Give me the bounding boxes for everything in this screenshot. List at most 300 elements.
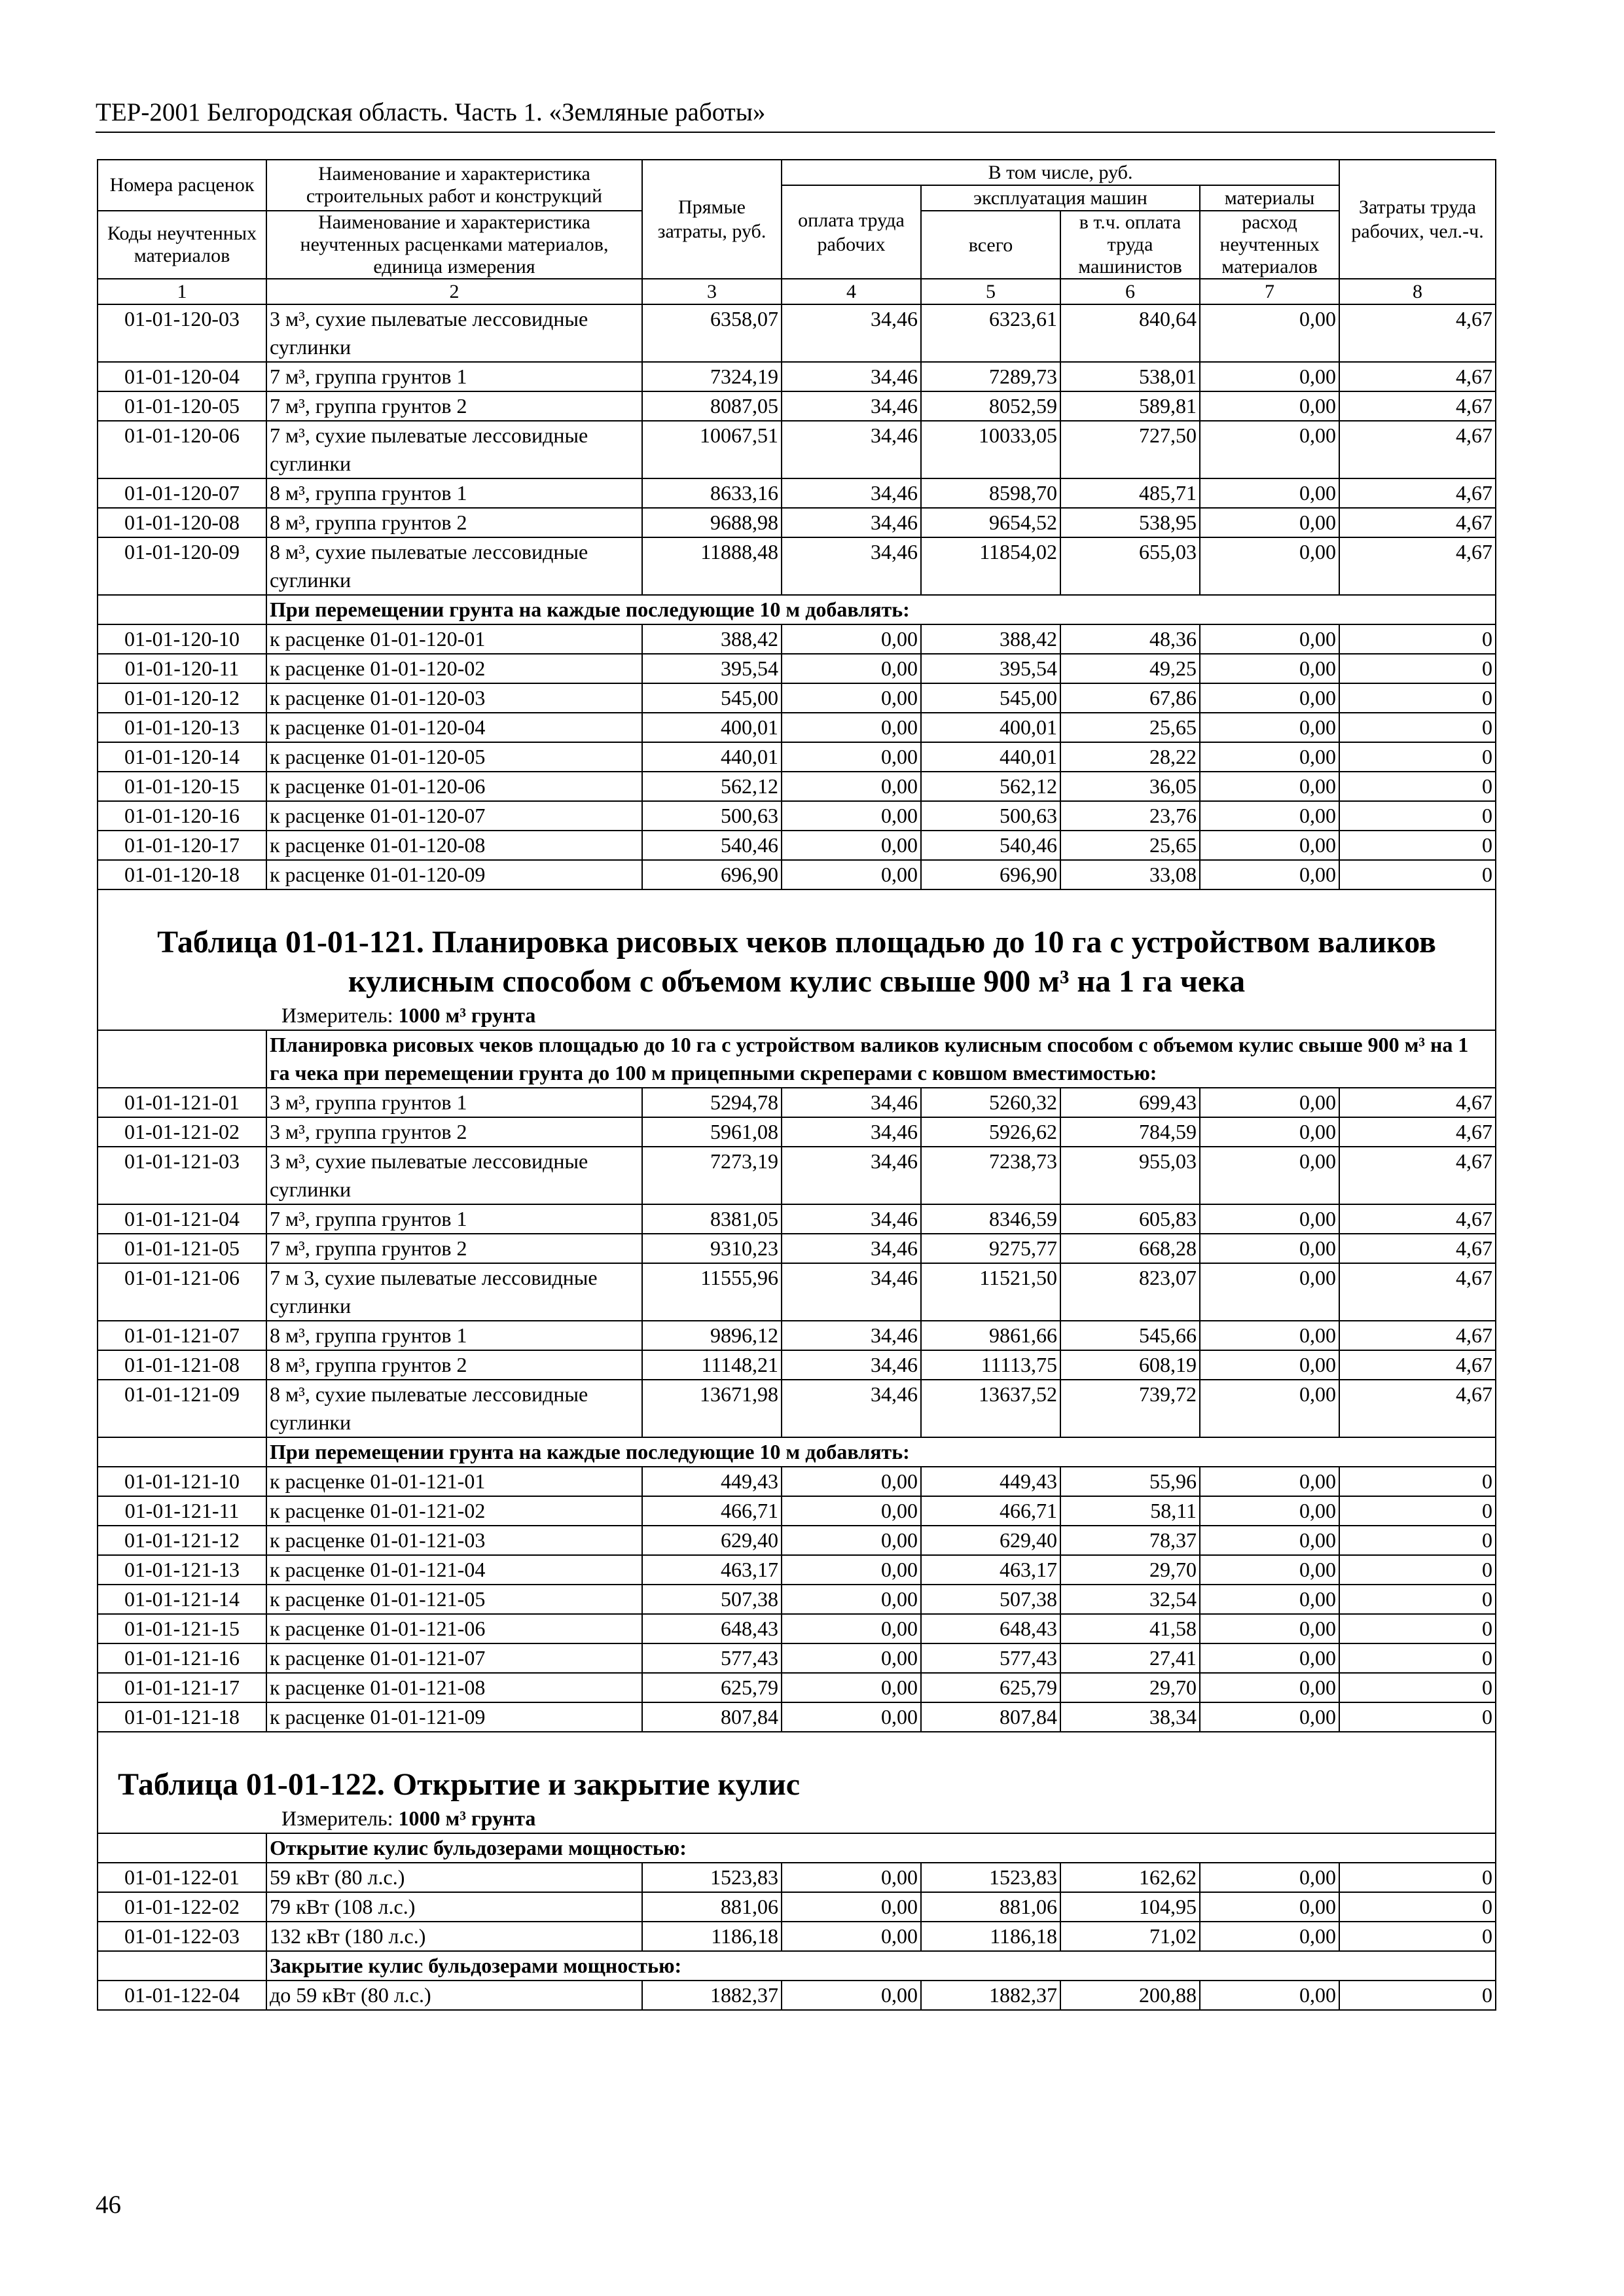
running-header: ТЕР-2001 Белгородская область. Часть 1. «Земляные работы»: [96, 98, 766, 126]
cell-worker-pay: 34,46: [782, 1234, 921, 1263]
cell-worker-pay: 34,46: [782, 1263, 921, 1321]
cell-operator-pay: 668,28: [1060, 1234, 1200, 1263]
table-row: [98, 304, 1496, 362]
cell-material-use: 0,00: [1200, 537, 1339, 595]
cell-worker-pay: 0,00: [782, 860, 921, 889]
measure-label: Измеритель:: [281, 1003, 393, 1027]
cell-worker-pay: 0,00: [782, 1643, 921, 1673]
cell-direct-costs: 8381,05: [642, 1204, 782, 1234]
cell-rate-name: к расценке 01-01-121-07: [266, 1643, 642, 1673]
cell-labor-hours: 4,67: [1339, 1350, 1496, 1380]
cell-operator-pay: 699,43: [1060, 1088, 1200, 1117]
cell-machines-total: 9861,66: [921, 1321, 1060, 1350]
col-header-material-names: Наименование и характеристика неучтенных расценками материалов, единица измерения: [266, 211, 642, 279]
col-header-work-name: Наименование и характеристика строительных работ и конструкций: [266, 160, 642, 211]
section-heading: Планировка рисовых чеков площадью до 10 га с устройством валиков кулисным способом с объемом кулис свыше 900 м³ на 1 га чека при перемещении грунта до 100 м прицепными скреперами с ковшом вместимостью:: [266, 1030, 1496, 1088]
cell-direct-costs: 449,43: [642, 1467, 782, 1496]
cell-rate-name: 7 м³, группа грунтов 2: [266, 391, 642, 421]
cell-rate-name: к расценке 01-01-121-01: [266, 1467, 642, 1496]
cell-labor-hours: 0: [1339, 1702, 1496, 1732]
cell-rate-name: к расценке 01-01-121-04: [266, 1555, 642, 1585]
cell-labor-hours: 0: [1339, 772, 1496, 801]
cell-direct-costs: 400,01: [642, 713, 782, 742]
cell-material-use: 0,00: [1200, 742, 1339, 772]
cell-operator-pay: 538,01: [1060, 362, 1200, 391]
header-rule: [96, 132, 1495, 133]
cell-worker-pay: 34,46: [782, 391, 921, 421]
cell-operator-pay: 41,58: [1060, 1614, 1200, 1643]
cell-worker-pay: 34,46: [782, 537, 921, 595]
cell-worker-pay: 34,46: [782, 1147, 921, 1204]
cell-labor-hours: 0: [1339, 860, 1496, 889]
cell-direct-costs: 9688,98: [642, 508, 782, 537]
section-code-cell: [98, 595, 266, 624]
col-header-direct-costs: Прямые затраты, руб.: [642, 160, 782, 279]
cell-rate-code: 01-01-121-16: [98, 1643, 266, 1673]
cell-rate-code: 01-01-120-17: [98, 831, 266, 860]
cell-material-use: 0,00: [1200, 713, 1339, 742]
table-row: [98, 1585, 1496, 1614]
cell-machines-total: 6323,61: [921, 304, 1060, 362]
cell-machines-total: 9654,52: [921, 508, 1060, 537]
cell-labor-hours: 4,67: [1339, 1263, 1496, 1321]
cell-direct-costs: 648,43: [642, 1614, 782, 1643]
cell-rate-code: 01-01-121-13: [98, 1555, 266, 1585]
cell-labor-hours: 0: [1339, 801, 1496, 831]
cell-worker-pay: 0,00: [782, 1673, 921, 1702]
cell-operator-pay: 49,25: [1060, 654, 1200, 683]
cell-material-use: 0,00: [1200, 654, 1339, 683]
cell-material-use: 0,00: [1200, 1380, 1339, 1437]
cell-rate-name: 7 м³, сухие пылеватые лессовидные суглинки: [266, 421, 642, 478]
cell-worker-pay: 0,00: [782, 1981, 921, 2010]
table-row: [98, 1321, 1496, 1350]
cell-rate-name: 8 м³, группа грунтов 1: [266, 478, 642, 508]
cell-direct-costs: 7273,19: [642, 1147, 782, 1204]
cell-material-use: 0,00: [1200, 391, 1339, 421]
cell-rate-name: 3 м³, группа грунтов 1: [266, 1088, 642, 1117]
table-row: [98, 713, 1496, 742]
table-row: [98, 1263, 1496, 1321]
cell-rate-code: 01-01-120-16: [98, 801, 266, 831]
col-number: 4: [782, 279, 921, 304]
section-code-cell: [98, 1951, 266, 1981]
cell-rate-code: 01-01-122-04: [98, 1981, 266, 2010]
cell-labor-hours: 0: [1339, 1981, 1496, 2010]
cell-labor-hours: 0: [1339, 1863, 1496, 1892]
cell-rate-name: к расценке 01-01-121-05: [266, 1585, 642, 1614]
cell-rate-code: 01-01-120-12: [98, 683, 266, 713]
cell-operator-pay: 67,86: [1060, 683, 1200, 713]
cell-rate-name: 8 м³, группа грунтов 1: [266, 1321, 642, 1350]
table-row: [98, 742, 1496, 772]
cell-rate-code: 01-01-121-15: [98, 1614, 266, 1643]
cell-direct-costs: 807,84: [642, 1702, 782, 1732]
cell-machines-total: 400,01: [921, 713, 1060, 742]
cell-operator-pay: 545,66: [1060, 1321, 1200, 1350]
cell-worker-pay: 0,00: [782, 683, 921, 713]
cell-machines-total: 11113,75: [921, 1350, 1060, 1380]
measure-label: Измеритель:: [281, 1806, 393, 1830]
cell-direct-costs: 881,06: [642, 1892, 782, 1922]
table-row: [98, 537, 1496, 595]
cell-labor-hours: 0: [1339, 1467, 1496, 1496]
cell-rate-code: 01-01-120-13: [98, 713, 266, 742]
cell-direct-costs: 5294,78: [642, 1088, 782, 1117]
price-table: [97, 159, 1496, 2011]
cell-worker-pay: 0,00: [782, 1863, 921, 1892]
cell-rate-code: 01-01-121-09: [98, 1380, 266, 1437]
cell-rate-name: 3 м³, сухие пылеватые лессовидные суглинки: [266, 1147, 642, 1204]
cell-machines-total: 500,63: [921, 801, 1060, 831]
cell-direct-costs: 540,46: [642, 831, 782, 860]
cell-worker-pay: 0,00: [782, 1702, 921, 1732]
cell-machines-total: 1882,37: [921, 1981, 1060, 2010]
cell-operator-pay: 104,95: [1060, 1892, 1200, 1922]
col-header-rate-number: Номера расценок: [98, 160, 266, 211]
cell-labor-hours: 0: [1339, 1673, 1496, 1702]
cell-labor-hours: 4,67: [1339, 421, 1496, 478]
cell-rate-name: к расценке 01-01-120-08: [266, 831, 642, 860]
cell-operator-pay: 27,41: [1060, 1643, 1200, 1673]
cell-operator-pay: 200,88: [1060, 1981, 1200, 2010]
cell-operator-pay: 25,65: [1060, 831, 1200, 860]
cell-machines-total: 648,43: [921, 1614, 1060, 1643]
table-row: [98, 1863, 1496, 1892]
cell-labor-hours: 4,67: [1339, 508, 1496, 537]
cell-direct-costs: 1186,18: [642, 1922, 782, 1951]
cell-operator-pay: 36,05: [1060, 772, 1200, 801]
cell-machines-total: 1186,18: [921, 1922, 1060, 1951]
cell-operator-pay: 29,70: [1060, 1673, 1200, 1702]
cell-rate-name: к расценке 01-01-120-09: [266, 860, 642, 889]
cell-rate-code: 01-01-121-17: [98, 1673, 266, 1702]
cell-direct-costs: 1523,83: [642, 1863, 782, 1892]
cell-material-use: 0,00: [1200, 1234, 1339, 1263]
cell-rate-code: 01-01-120-09: [98, 537, 266, 595]
table-row: [98, 1643, 1496, 1673]
cell-worker-pay: 0,00: [782, 1555, 921, 1585]
table-row: [98, 1614, 1496, 1643]
cell-worker-pay: 34,46: [782, 508, 921, 537]
section-subheading: При перемещении грунта на каждые последующие 10 м добавлять:: [266, 595, 1496, 624]
cell-direct-costs: 8633,16: [642, 478, 782, 508]
cell-worker-pay: 0,00: [782, 772, 921, 801]
cell-rate-code: 01-01-121-10: [98, 1467, 266, 1496]
cell-machines-total: 8598,70: [921, 478, 1060, 508]
table-row: [98, 1526, 1496, 1555]
cell-material-use: 0,00: [1200, 1981, 1339, 2010]
cell-material-use: 0,00: [1200, 1643, 1339, 1673]
table-row: [98, 624, 1496, 654]
cell-labor-hours: 4,67: [1339, 362, 1496, 391]
cell-rate-name: к расценке 01-01-121-08: [266, 1673, 642, 1702]
measure-unit: [98, 1804, 1496, 1833]
cell-direct-costs: 440,01: [642, 742, 782, 772]
table-row: [98, 1673, 1496, 1702]
cell-operator-pay: 33,08: [1060, 860, 1200, 889]
cell-operator-pay: 589,81: [1060, 391, 1200, 421]
cell-direct-costs: 562,12: [642, 772, 782, 801]
cell-material-use: 0,00: [1200, 1673, 1339, 1702]
table-title: Таблица 01-01-121. Планировка рисовых чеков площадью до 10 га с устройством валиков кулисным способом с объемом кулис свыше 900 м³ на 1 га чека: [98, 916, 1496, 1001]
cell-rate-code: 01-01-121-01: [98, 1088, 266, 1117]
cell-labor-hours: 4,67: [1339, 1234, 1496, 1263]
cell-machines-total: 5260,32: [921, 1088, 1060, 1117]
cell-machines-total: 5926,62: [921, 1117, 1060, 1147]
cell-material-use: 0,00: [1200, 831, 1339, 860]
cell-rate-code: 01-01-122-02: [98, 1892, 266, 1922]
cell-machines-total: 540,46: [921, 831, 1060, 860]
table-row: [98, 1234, 1496, 1263]
cell-material-use: 0,00: [1200, 1555, 1339, 1585]
table-row: [98, 801, 1496, 831]
cell-rate-code: 01-01-121-04: [98, 1204, 266, 1234]
cell-material-use: 0,00: [1200, 624, 1339, 654]
table-row: [98, 1088, 1496, 1117]
cell-worker-pay: 34,46: [782, 362, 921, 391]
section-heading: Открытие кулис бульдозерами мощностью:: [266, 1833, 1496, 1863]
cell-operator-pay: 58,11: [1060, 1496, 1200, 1526]
cell-rate-code: 01-01-120-07: [98, 478, 266, 508]
cell-machines-total: 696,90: [921, 860, 1060, 889]
cell-material-use: 0,00: [1200, 683, 1339, 713]
cell-direct-costs: 11555,96: [642, 1263, 782, 1321]
cell-rate-code: 01-01-121-03: [98, 1147, 266, 1204]
cell-rate-name: 3 м³, группа грунтов 2: [266, 1117, 642, 1147]
col-header-material-use: расход неучтенных материалов: [1200, 211, 1339, 279]
cell-operator-pay: 71,02: [1060, 1922, 1200, 1951]
cell-rate-code: 01-01-121-05: [98, 1234, 266, 1263]
cell-labor-hours: 0: [1339, 831, 1496, 860]
cell-rate-code: 01-01-120-10: [98, 624, 266, 654]
cell-labor-hours: 4,67: [1339, 1088, 1496, 1117]
cell-rate-name: к расценке 01-01-120-03: [266, 683, 642, 713]
cell-rate-code: 01-01-121-06: [98, 1263, 266, 1321]
cell-material-use: 0,00: [1200, 1204, 1339, 1234]
cell-operator-pay: 48,36: [1060, 624, 1200, 654]
cell-worker-pay: 34,46: [782, 304, 921, 362]
cell-rate-name: 8 м³, сухие пылеватые лессовидные суглинки: [266, 537, 642, 595]
cell-labor-hours: 4,67: [1339, 1117, 1496, 1147]
table-row: [98, 1922, 1496, 1951]
cell-worker-pay: 0,00: [782, 1467, 921, 1496]
cell-worker-pay: 0,00: [782, 624, 921, 654]
table-row: [98, 478, 1496, 508]
cell-material-use: 0,00: [1200, 1526, 1339, 1555]
cell-rate-code: 01-01-120-15: [98, 772, 266, 801]
cell-operator-pay: 784,59: [1060, 1117, 1200, 1147]
table-row: [98, 1380, 1496, 1437]
table-row: [98, 1981, 1496, 2010]
cell-material-use: 0,00: [1200, 801, 1339, 831]
cell-worker-pay: 34,46: [782, 478, 921, 508]
cell-rate-name: к расценке 01-01-120-05: [266, 742, 642, 772]
cell-worker-pay: 34,46: [782, 1088, 921, 1117]
cell-material-use: 0,00: [1200, 304, 1339, 362]
cell-direct-costs: 7324,19: [642, 362, 782, 391]
cell-labor-hours: 4,67: [1339, 1204, 1496, 1234]
col-header-materials: материалы: [1200, 185, 1339, 211]
cell-worker-pay: 0,00: [782, 801, 921, 831]
col-number: 7: [1200, 279, 1339, 304]
cell-rate-name: 7 м³, группа грунтов 2: [266, 1234, 642, 1263]
cell-material-use: 0,00: [1200, 1147, 1339, 1204]
col-header-operator-pay: в т.ч. оплата труда машинистов: [1060, 211, 1200, 279]
col-header-material-codes: Коды неучтенных материалов: [98, 211, 266, 279]
cell-worker-pay: 0,00: [782, 654, 921, 683]
col-header-including: В том числе, руб.: [782, 160, 1339, 185]
table-row: [98, 1892, 1496, 1922]
cell-labor-hours: 4,67: [1339, 1147, 1496, 1204]
cell-material-use: 0,00: [1200, 1863, 1339, 1892]
cell-worker-pay: 0,00: [782, 1922, 921, 1951]
cell-worker-pay: 0,00: [782, 713, 921, 742]
table-row: [98, 421, 1496, 478]
section-subheading: При перемещении грунта на каждые последующие 10 м добавлять:: [266, 1437, 1496, 1467]
col-number: 5: [921, 279, 1060, 304]
cell-operator-pay: 55,96: [1060, 1467, 1200, 1496]
section-heading: Закрытие кулис бульдозерами мощностью:: [266, 1951, 1496, 1981]
cell-rate-name: 7 м 3, сухие пылеватые лессовидные суглинки: [266, 1263, 642, 1321]
cell-material-use: 0,00: [1200, 1088, 1339, 1117]
cell-operator-pay: 23,76: [1060, 801, 1200, 831]
cell-labor-hours: 4,67: [1339, 1380, 1496, 1437]
cell-direct-costs: 629,40: [642, 1526, 782, 1555]
cell-worker-pay: 34,46: [782, 1321, 921, 1350]
cell-worker-pay: 0,00: [782, 1585, 921, 1614]
cell-material-use: 0,00: [1200, 362, 1339, 391]
cell-labor-hours: 0: [1339, 624, 1496, 654]
cell-machines-total: 507,38: [921, 1585, 1060, 1614]
cell-operator-pay: 955,03: [1060, 1147, 1200, 1204]
cell-rate-code: 01-01-120-03: [98, 304, 266, 362]
cell-rate-name: 7 м³, группа грунтов 1: [266, 1204, 642, 1234]
cell-direct-costs: 463,17: [642, 1555, 782, 1585]
cell-machines-total: 463,17: [921, 1555, 1060, 1585]
cell-direct-costs: 10067,51: [642, 421, 782, 478]
table-spacer: [98, 1732, 1496, 1759]
cell-rate-name: к расценке 01-01-120-07: [266, 801, 642, 831]
cell-rate-code: 01-01-122-01: [98, 1863, 266, 1892]
cell-direct-costs: 696,90: [642, 860, 782, 889]
cell-rate-name: к расценке 01-01-120-06: [266, 772, 642, 801]
table-row: [98, 654, 1496, 683]
cell-direct-costs: 13671,98: [642, 1380, 782, 1437]
cell-machines-total: 8052,59: [921, 391, 1060, 421]
cell-machines-total: 625,79: [921, 1673, 1060, 1702]
cell-rate-name: 8 м³, группа грунтов 2: [266, 508, 642, 537]
table-row: [98, 1467, 1496, 1496]
cell-rate-code: 01-01-120-11: [98, 654, 266, 683]
cell-rate-name: к расценке 01-01-120-02: [266, 654, 642, 683]
cell-material-use: 0,00: [1200, 1614, 1339, 1643]
col-number: 6: [1060, 279, 1200, 304]
cell-rate-code: 01-01-121-11: [98, 1496, 266, 1526]
cell-rate-code: 01-01-120-08: [98, 508, 266, 537]
cell-machines-total: 8346,59: [921, 1204, 1060, 1234]
cell-rate-code: 01-01-120-06: [98, 421, 266, 478]
cell-direct-costs: 388,42: [642, 624, 782, 654]
cell-labor-hours: 0: [1339, 1643, 1496, 1673]
table-row: [98, 1702, 1496, 1732]
cell-rate-code: 01-01-121-02: [98, 1117, 266, 1147]
cell-direct-costs: 1882,37: [642, 1981, 782, 2010]
section-code-cell: [98, 1030, 266, 1088]
table-row: [98, 1496, 1496, 1526]
cell-machines-total: 562,12: [921, 772, 1060, 801]
table-row: [98, 391, 1496, 421]
cell-rate-name: 132 кВт (180 л.с.): [266, 1922, 642, 1951]
cell-operator-pay: 823,07: [1060, 1263, 1200, 1321]
cell-operator-pay: 608,19: [1060, 1350, 1200, 1380]
cell-machines-total: 807,84: [921, 1702, 1060, 1732]
col-header-worker-pay: оплата труда рабочих: [782, 185, 921, 279]
cell-worker-pay: 34,46: [782, 421, 921, 478]
table-spacer: [98, 889, 1496, 916]
cell-worker-pay: 0,00: [782, 831, 921, 860]
cell-machines-total: 388,42: [921, 624, 1060, 654]
col-header-machines: эксплуатация машин: [921, 185, 1200, 211]
cell-material-use: 0,00: [1200, 421, 1339, 478]
cell-operator-pay: 78,37: [1060, 1526, 1200, 1555]
measure-value: 1000 м³ грунта: [398, 1003, 536, 1027]
cell-machines-total: 545,00: [921, 683, 1060, 713]
cell-labor-hours: 4,67: [1339, 478, 1496, 508]
measure-value: 1000 м³ грунта: [398, 1806, 536, 1830]
cell-rate-name: к расценке 01-01-121-06: [266, 1614, 642, 1643]
cell-labor-hours: 4,67: [1339, 1321, 1496, 1350]
cell-direct-costs: 500,63: [642, 801, 782, 831]
table-row: [98, 1555, 1496, 1585]
cell-rate-code: 01-01-121-12: [98, 1526, 266, 1555]
cell-machines-total: 629,40: [921, 1526, 1060, 1555]
cell-rate-code: 01-01-121-08: [98, 1350, 266, 1380]
cell-material-use: 0,00: [1200, 1892, 1339, 1922]
col-number: 8: [1339, 279, 1496, 304]
cell-direct-costs: 6358,07: [642, 304, 782, 362]
cell-machines-total: 1523,83: [921, 1863, 1060, 1892]
cell-rate-name: 8 м³, группа грунтов 2: [266, 1350, 642, 1380]
cell-machines-total: 7238,73: [921, 1147, 1060, 1204]
cell-material-use: 0,00: [1200, 1922, 1339, 1951]
table-row: [98, 1117, 1496, 1147]
cell-labor-hours: 0: [1339, 1892, 1496, 1922]
cell-rate-code: 01-01-120-04: [98, 362, 266, 391]
cell-worker-pay: 0,00: [782, 1496, 921, 1526]
cell-machines-total: 881,06: [921, 1892, 1060, 1922]
cell-worker-pay: 34,46: [782, 1380, 921, 1437]
cell-material-use: 0,00: [1200, 1350, 1339, 1380]
cell-direct-costs: 507,38: [642, 1585, 782, 1614]
cell-rate-name: к расценке 01-01-120-04: [266, 713, 642, 742]
cell-worker-pay: 0,00: [782, 1614, 921, 1643]
cell-operator-pay: 605,83: [1060, 1204, 1200, 1234]
cell-direct-costs: 545,00: [642, 683, 782, 713]
cell-operator-pay: 28,22: [1060, 742, 1200, 772]
table-row: [98, 508, 1496, 537]
cell-labor-hours: 0: [1339, 1496, 1496, 1526]
cell-material-use: 0,00: [1200, 508, 1339, 537]
cell-worker-pay: 34,46: [782, 1117, 921, 1147]
cell-rate-name: к расценке 01-01-121-02: [266, 1496, 642, 1526]
cell-material-use: 0,00: [1200, 1585, 1339, 1614]
cell-machines-total: 11521,50: [921, 1263, 1060, 1321]
table-row: [98, 362, 1496, 391]
table-title: Таблица 01-01-122. Открытие и закрытие кулис: [98, 1759, 1496, 1804]
cell-material-use: 0,00: [1200, 1263, 1339, 1321]
cell-material-use: 0,00: [1200, 772, 1339, 801]
